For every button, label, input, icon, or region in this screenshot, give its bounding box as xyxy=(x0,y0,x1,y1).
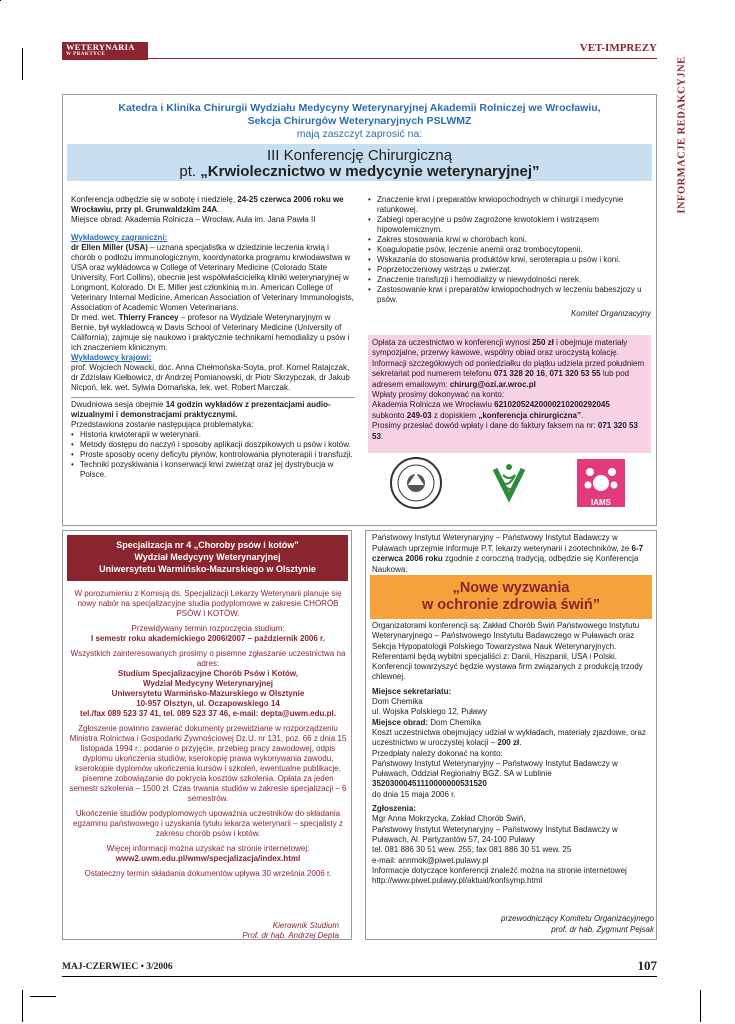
crop-mark xyxy=(700,990,701,1022)
conference-title: III Konferencję Chirurgiczną xyxy=(266,147,453,164)
crop-mark xyxy=(22,990,23,1022)
signature: Kierownik Studium Prof. dr hab. Andrzej Depta xyxy=(242,921,339,940)
logo-line1: WETERYNARIA xyxy=(66,42,135,52)
topics-list-left xyxy=(71,430,355,480)
conference-title: „Nowe wyzwania w ochronie zdrowia świń” xyxy=(370,575,652,619)
list-item: • Techniki pozyskiwania i konserwacji krwi zwierząt oraz jej dystrybucja w Polsce. xyxy=(71,460,355,480)
topics-list-right xyxy=(368,195,651,305)
left-column: Konferencja odbędzie się w sobotę i niedzielę, 24-25 czerwca 2006 roku we Wrocławiu, przy pl. Grunwaldzkim 24A. Miejsce obrad: Akademia Rolnicza – Wrocław, Aula im. Jana Pawła II Wykładowcy zagraniczni: dr Ellen Miller (USA) – uznana specjalistka w dziedzinie leczenia krwią i chorób o podłożu immunologicznym, koordynatorka programu krwiodawstwa w USA oraz wykładowca w College of Veterinary Medicine (Colorado State University, Fort Collins), obecnie jest współwłaścicielką kliniki weterynaryjnej w Longmont, Kolorado. Dr E. Miller jest członkinią m.in. American College of Veterinary Internal Medicine, American Association of Veterinary Immunologists, Association of Academic Women Veterinarians. Dr med. wet. Thierry Francey – profesor na Wydziale Weterynaryjnym w Bernie, był wykładowcą w Davis School of Veterinary Medicine (University of California), zajmuje się naukowo i praktycznie technikami hemodializy u psów i ich znaczeniem klinicznym. Wykładowcy krajowi: prof. Wojciech Nowacki, doc. Anna Chełmońska-Soyta, prof. Kornel Ratajczak, dr Zdzisław Kiełbowicz, dr Andrzej Pomianowski, dr Piotr Skrzypczak, dr Jakub Nicpoń, lek. wet. Sylwia Domańska, lek. wet. Robert Marczak. Dwudniowa sesja obejmie 14 godzin wykładów z prezentacjami audio-wizualnymi i demonstracjami praktycznymi. Przedstawiona zostanie następująca problematyka: • Historia krwioterapii w weterynarii. • Metody dostępu do naczyń i sposoby aplikacji doszpikowych u psów i kotów. • Proste sposoby oceny deficytu płynów, kontrolowania płynoterapii i transfuzji. • Techniki pozyskiwania i konserwacji krwi zwierząt oraz jej dystrybucja w Polsce. xyxy=(71,195,355,480)
organizer: Katedra i Klinika Chirurgii Wydziału Medycyny Weterynaryjnej Akademii Rolniczej we Wrocławiu, Sekcja Chirurgów Weterynaryjnych PSLWMZ xyxy=(118,102,601,127)
payment-info: Opłata za uczestnictwo w konferencji wynosi 250 zł i obejmuje materiały sympozjalne, przerwy kawowe, wspólny obiad oraz uroczystą kolację. Informacji szczegółowych od poniedziałku do piątku udziela przed południem sekretariat pod numerem telefonu 071 328 20 16, 071 320 53 55 lub pod adresem emailowym: chirurg@ozi.ar.wroc.pl Wpłaty prosimy dokonywać na konto: Akademia Rolnicza we Wrocławiu 62102052420000210200292045 subkonto 249-03 z dopiskiem „konferencja chirurgiczna”. Prosimy przesłać dowód wpłaty i dane do faktury faksem na nr: 071 320 53 53. xyxy=(368,335,651,453)
section-title: VET-IMPREZY xyxy=(579,42,657,54)
swine-conference-box xyxy=(365,530,657,940)
list-item: • Koagulopatie psów, leczenie anemii oraz trombocytopenii. xyxy=(368,245,651,255)
side-label: INFORMACJE REDAKCYJNE xyxy=(676,56,688,214)
list-item: • Metody dostępu do naczyń i sposoby aplikacji doszpikowych u psów i kotów. xyxy=(71,440,355,450)
sponsor-logos xyxy=(363,455,653,515)
signature: Komitet Organizacyjny xyxy=(570,309,651,318)
page-number: 107 xyxy=(637,958,657,973)
intro: Państwowy Instytut Weterynaryjny – Państwowy Instytut Badawczy w Puławach uprzejmie informuje P.T. lekarzy weterynarii i zootechników, że 6-7 czerwca 2006 roku zgodnie z coroczną tradycją, odbędzie się Konferencja Naukowa: xyxy=(372,533,644,574)
title-band xyxy=(67,144,652,181)
crop-mark xyxy=(22,48,23,80)
caduceus-logo xyxy=(481,455,537,511)
conference-surgery-box xyxy=(62,94,657,526)
list-item: • Historia krwioterapii w weterynarii. xyxy=(71,430,355,440)
list-item: • Zabiegi operacyjne u psów zagrożone krwotokiem i wstrząsem hipowolemicznym. xyxy=(368,215,651,235)
conference-subtitle: pt. „Krwiolecznictwo w medycynie weterynaryjnej” xyxy=(179,163,540,180)
list-item: • Znaczenie transfuzji i hemodializy w niewydolności nerek. xyxy=(368,275,651,285)
list-item: • Zastosowanie krwi i preparatów krwiopochodnych w leczeniu babeszjozy u psów. xyxy=(368,285,651,305)
right-column xyxy=(368,195,651,319)
iams-logo xyxy=(573,455,629,511)
svg-text:IAMS: IAMS xyxy=(591,498,611,507)
invitation: mają zaszczyt zaprosić na: xyxy=(296,128,423,140)
conference-details: Organizatorami konferencji są: Zakład Chorób Świń Państwowego Instytutu Weterynaryjnego – Państwowego Instytutu Badawczego w Puławach oraz Sekcja Hypopatologii Polskiego Towarzystwa Nauk Weterynaryjnych. Referentami będą wybitni specjaliści z: Danii, Hiszpanii, USA i Polski. Konferencji towarzyszyć będzie wystawa firm związanych z produkcją trzody chlewnej. Miejsce sekretariatu: Dom Chemika ul. Wojska Polskiego 12, Puławy Miejsce obrad: Dom Chemika Koszt uczestnictwa obejmujący udział w wykładach, materiały zjazdowe, oraz uczestnictwo w uroczystej kolacji – 200 zł. Przedpłaty należy dokonać na konto: Państwowy Instytut Weterynaryjny – Państwowy Instytut Badawczy w Puławach, Oddział Regionalny BGŻ. SA w Lublinie 35203000451110000000531520 do dnia 15 maja 2006 r. Zgłoszenia: Mgr Anna Mokrzycka, Zakład Chorób Świń, Państwowy Instytut Weterynaryjny – Państwowy Instytut Badawczy w Puławach, Al. Partyzantów 57, 24-100 Puławy tel. 081 886 30 51 wew. 255; fax 081 886 30 51 wew. 25 e-mail: annmok@piwet.pulawy.pl Informacje dotyczące konferencji znaleźć można na stronie internetowej http://www.piwet.pulawy.pl/aktual/konfsymp.html xyxy=(372,621,646,886)
specialization-header: Specjalizacja nr 4 „Choroby psów i kotów” Wydział Medycyny Weterynaryjnej Uniwersytetu Warmińsko-Mazurskiego w Olsztynie xyxy=(67,535,348,581)
university-seal-logo xyxy=(388,455,444,511)
specialization-body: W porozumieniu z Komisją ds. Specjalizacji Lekarzy Weterynarii planuje się nowy nabór na specjalizacyjne studia podyplomowe w zakresie CHORÓB PSÓW I KOTÓW. Przewidywany termin rozpoczęcia studium: I semestr roku akademickiego 2006/2007 – październik 2006 r. Wszystkich zainteresowanych prosimy o pisemne zgłaszanie uczestnictwa na adres: Studium Specjalizacyjne Chorób Psów i Kotów, Wydział Medycyny Weterynaryjnej Uniwersytetu Warmińsko-Mazurskiego w Olsztynie 10-957 Olsztyn, ul. Oczapowskiego 14 tel./fax 089 523 37 41, tel. 089 523 37 46, e-mail: depta@uwm.edu.pl. Zgłoszenie powinno zawierać dokumenty przewidziane w rozporządzeniu Ministra Rolnictwa i Gospodarki Żywnościowej Dz.U. nr 131, poz. 66 z dnia 15 listopada 1994 r.: podanie o przyjęcie, przebieg pracy zawodowej, odpis dyplomu ukończenia studiów, kserokopię prawa wykonywania zawodu, kserokopie dyplomów ukończenia kursów i szkoleń, ewentualne publikacje, pisemne zobowiązanie do pokrycia kosztów szkolenia. Opłata za jeden semestr szkolenia – 1500 zł. Czas trwania studiów w zakresie specjalizacji – 6 semestrów. Ukończenie studiów podyplomowych upoważnia uczestników do składania egzaminu państwowego i uzyskania tytułu lekarza weterynarii – specjalisty z zakresu chorób psów i kotów. Więcej informacji można uzyskać na stronie internetowej: www2.uwm.edu.pl/wmw/specjalizacja/index.html Ostateczny termin składania dokumentów upływa 30 września 2006 r. xyxy=(69,589,347,878)
specialization-box xyxy=(62,530,352,940)
list-item: • Proste sposoby oceny deficytu płynów, kontrolowania płynoterapii i transfuzji. xyxy=(71,450,355,460)
foreign-lecturers-heading: Wykładowcy zagraniczni: xyxy=(71,233,168,242)
list-item: • Zakres stosowania krwi w chorobach koni. xyxy=(368,235,651,245)
list-item: • Wskazania do stosowania produktów krwi, seroterapia u psów i koni. xyxy=(368,255,651,265)
signature: przewodniczący Komitetu Organizacyjnego prof. dr hab. Zygmunt Pejsak xyxy=(501,914,654,934)
footer-rule xyxy=(62,976,657,977)
domestic-lecturers-heading: Wykładowcy krajowi: xyxy=(71,353,152,362)
header-rule xyxy=(62,58,657,59)
crop-mark xyxy=(30,996,56,997)
issue-info: MAJ-CZERWIEC • 3/2006 xyxy=(62,962,173,972)
list-item: • Poprzetoczeniowy wstrząs u zwierząt. xyxy=(368,265,651,275)
logo-line2: W PRAKTYCE xyxy=(66,52,106,57)
list-item: • Znaczenie krwi i preparatów krwiopochodnych w chirurgii i medycynie ratunkowej. xyxy=(368,195,651,215)
